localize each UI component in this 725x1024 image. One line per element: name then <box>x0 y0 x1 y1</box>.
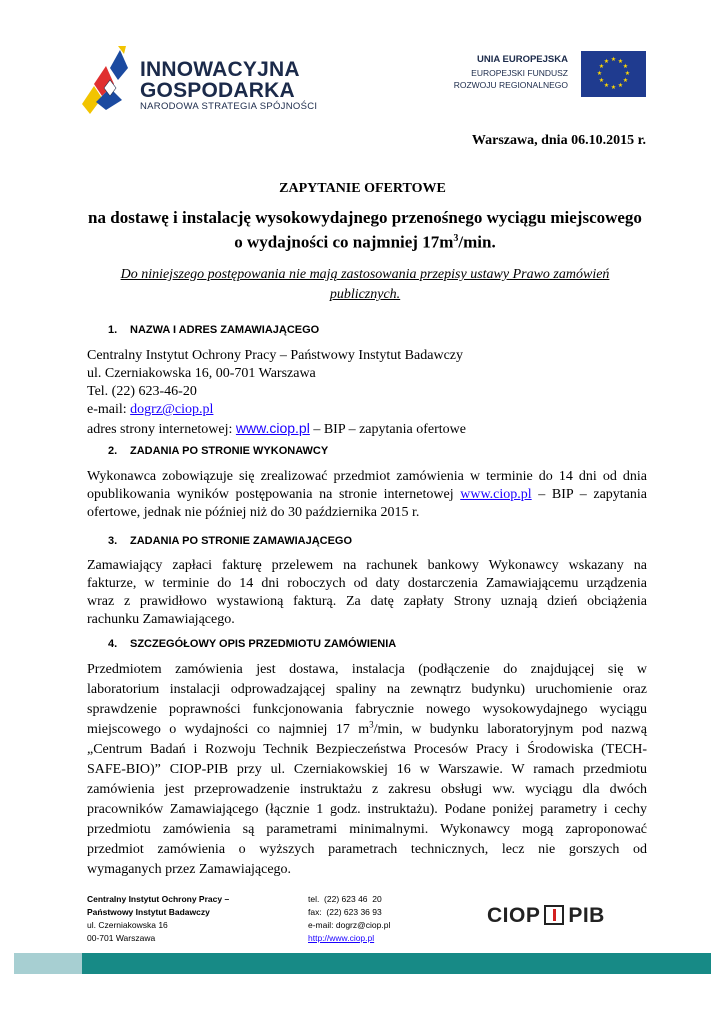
footer-org-line-1: Centralny Instytut Ochrony Pracy – <box>87 894 230 904</box>
section-number: 4. <box>108 638 118 650</box>
section-2-line-1: Wykonawca zobowiązuje się zrealizować przedmiot zamówienia w terminie do 14 dni od dnia <box>87 469 647 484</box>
star-logo-icon <box>80 44 136 116</box>
section-2-line-3: ofertowe, jednak nie później niż do 30 października 2015 r. <box>87 505 420 520</box>
subtitle-line-2-text: o wydajności co najmniej 17m <box>234 232 454 252</box>
footer-org-line-2: Państwowy Instytut Badawczy <box>87 907 210 917</box>
eu-flag-icon <box>581 51 646 97</box>
footer-bar-dark <box>82 953 711 974</box>
superscript: 3 <box>369 719 374 730</box>
section-3-line-4: rachunku Zamawiającego. <box>87 612 235 627</box>
footer-contact <box>308 893 390 945</box>
email-label: e-mail: <box>87 402 131 417</box>
section-3-body <box>87 557 647 629</box>
section-2-body <box>87 468 647 522</box>
web-label: adres strony internetowej: <box>87 422 236 437</box>
section-3-line-1: Zamawiający zapłaci fakturę przelewem na rachunek bankowy Wykonawcy wskazany na <box>87 558 647 573</box>
section-4-line-1: Przedmiotem zamówienia jest dostawa, instalacja (podłączenie do znajdującej się w <box>87 662 647 677</box>
svg-text:★: ★ <box>617 82 624 89</box>
eu-logo-line-2: EUROPEJSKI FUNDUSZ <box>471 68 568 78</box>
document-title: ZAPYTANIE OFERTOWE <box>279 181 446 196</box>
logo-line-1: INNOWACYJNA <box>140 58 300 81</box>
svg-text:★: ★ <box>598 63 605 70</box>
svg-text:★: ★ <box>603 82 610 89</box>
section-number: 1. <box>108 324 118 336</box>
section-3-line-3: wraz z prawidłowo wystawioną fakturą. Za datę zapłaty Strony uznają dzień obciążenia <box>87 594 647 609</box>
section-3-line-2: fakturze, w terminie do 14 dni roboczych od daty dostarczenia Zamawiającemu urządzenia <box>87 576 647 591</box>
section-2-line-2 <box>87 486 647 504</box>
website-link[interactable]: www.ciop.pl <box>460 487 532 502</box>
document-date: Warszawa, dnia 06.10.2015 r. <box>471 133 646 148</box>
logo-line-3: NARODOWA STRATEGIA SPÓJNOŚCI <box>140 101 318 112</box>
section-title: ZADANIA PO STRONIE ZAMAWIAJĄCEGO <box>130 535 353 547</box>
ciop-pib-logo <box>487 904 605 928</box>
svg-text:★: ★ <box>610 84 617 91</box>
note-line-2: publicznych. <box>329 287 401 302</box>
svg-text:★: ★ <box>596 70 603 77</box>
email-link[interactable]: dogrz@ciop.pl <box>130 402 214 417</box>
svg-text:★: ★ <box>610 56 617 63</box>
web-suffix: – BIP – zapytania ofertowe <box>309 422 466 437</box>
svg-text:★: ★ <box>598 77 605 84</box>
section-4-line-6: SAFE-BIO)” CIOP-PIB przy ul. Czerniakowskiej 16 w Warszawie. W ramach przedmiotu <box>87 762 647 777</box>
eu-logo-line-3: ROZWOJU REGIONALNEGO <box>453 80 568 90</box>
eu-logo-line-1: UNIA EUROPEJSKA <box>477 54 568 65</box>
section-2-line-2-suffix: – BIP – zapytania <box>531 487 647 502</box>
ciop-logo-text: CIOP <box>487 904 541 927</box>
section-title: SZCZEGÓŁOWY OPIS PRZEDMIOTU ZAMÓWIENIA <box>130 638 397 650</box>
footer-fax: fax: (22) 623 36 93 <box>308 907 382 917</box>
contractor-name: Centralny Instytut Ochrony Pracy – Państwowy Instytut Badawczy <box>87 348 463 363</box>
section-4-heading <box>108 638 396 650</box>
section-1-body <box>87 347 647 439</box>
logo-line-2: GOSPODARKA <box>140 79 295 102</box>
section-4-line-4 <box>87 720 647 740</box>
ciop-emblem-icon <box>544 905 564 925</box>
svg-text:★: ★ <box>622 77 629 84</box>
section-2-line-2-text: opublikowania wyników postępowania na stronie internetowej <box>87 487 461 502</box>
pib-logo-text: PIB <box>568 904 605 927</box>
section-4-line-3: sprawdzenie poprawności funkcjonowania fabrycznie nowego wysokowydajnego wyciągu <box>87 702 647 717</box>
footer-bar-light <box>14 953 82 974</box>
footer-street: ul. Czerniakowska 16 <box>87 920 168 930</box>
website-link[interactable]: www.ciop.pl <box>235 420 310 436</box>
contractor-phone: Tel. (22) 623-46-20 <box>87 384 197 399</box>
contractor-email-row <box>87 401 647 419</box>
footer-address <box>87 893 229 945</box>
svg-text:★: ★ <box>622 63 629 70</box>
footer-city: 00-701 Warszawa <box>87 933 156 943</box>
contractor-address: ul. Czerniakowska 16, 00-701 Warszawa <box>87 366 316 381</box>
svg-text:★: ★ <box>624 70 631 77</box>
section-4-line-7: zamówienia jest przeprowadzenie instruktażu z zakresu obsługi ww. wyciągu dla dwóch <box>87 782 647 797</box>
section-4-line-10: przedmiot zamówienia o wyższych parametrach technicznych, lecz nie gorszych od <box>87 842 647 857</box>
innowacyjna-gospodarka-logo <box>80 44 320 116</box>
subtitle-line-2 <box>70 228 660 253</box>
section-title: ZADANIA PO STRONIE WYKONAWCY <box>130 445 329 457</box>
section-4-line-8: pracowników Zamawiającego (łącznie 1 godz. instruktażu). Podane poniżej parametry i cechy <box>87 802 647 817</box>
section-4-line-11: wymaganych przez Zamawiającego. <box>87 862 292 877</box>
note-line-1: Do niniejszego postępowania nie mają zastosowania przepisy ustawy Prawo zamówień <box>120 267 610 282</box>
svg-text:★: ★ <box>617 58 624 65</box>
section-3-heading <box>108 535 352 547</box>
svg-text:★: ★ <box>603 58 610 65</box>
section-4-line-5: „Centrum Badań i Rozwoju Technik Bezpieczeństwa Procesów Pracy i Środowiska (TECH- <box>87 742 647 757</box>
section-title: NAZWA I ADRES ZAMAWIAJĄCEGO <box>130 324 320 336</box>
section-number: 3. <box>108 535 118 547</box>
footer-phone: tel. (22) 623 46 20 <box>308 894 382 904</box>
subtitle-superscript: 3 <box>453 233 459 244</box>
section-2-heading <box>108 445 328 457</box>
footer-website-link[interactable]: http://www.ciop.pl <box>308 933 375 943</box>
section-number: 2. <box>108 445 118 457</box>
contractor-web-row <box>87 419 647 439</box>
section-4-line-9: przedmiotu zamówienia są parametrami minimalnymi. Wykonawcy mogą zaproponować <box>87 822 647 837</box>
section-1-heading <box>108 324 319 336</box>
legal-note <box>100 265 630 305</box>
section-4-line-4-suffix: /min, w budynku laboratoryjnym pod nazwą <box>373 722 647 737</box>
eu-logo <box>446 44 646 102</box>
footer-email: e-mail: dogrz@ciop.pl <box>308 920 391 930</box>
subtitle-line-2-unit: /min. <box>458 232 496 252</box>
subtitle-line-1: na dostawę i instalację wysokowydajnego przenośnego wyciągu miejscowego <box>88 208 642 227</box>
section-4-body <box>87 660 647 880</box>
section-4-line-2: laboratorium instalacji odprowadzającej spaliny na zewnątrz budynku) uruchomienie oraz <box>87 682 647 697</box>
section-4-line-4-text: miejscowego o wydajności co najmniej 17 m <box>87 722 370 737</box>
document-subtitle <box>70 207 660 253</box>
